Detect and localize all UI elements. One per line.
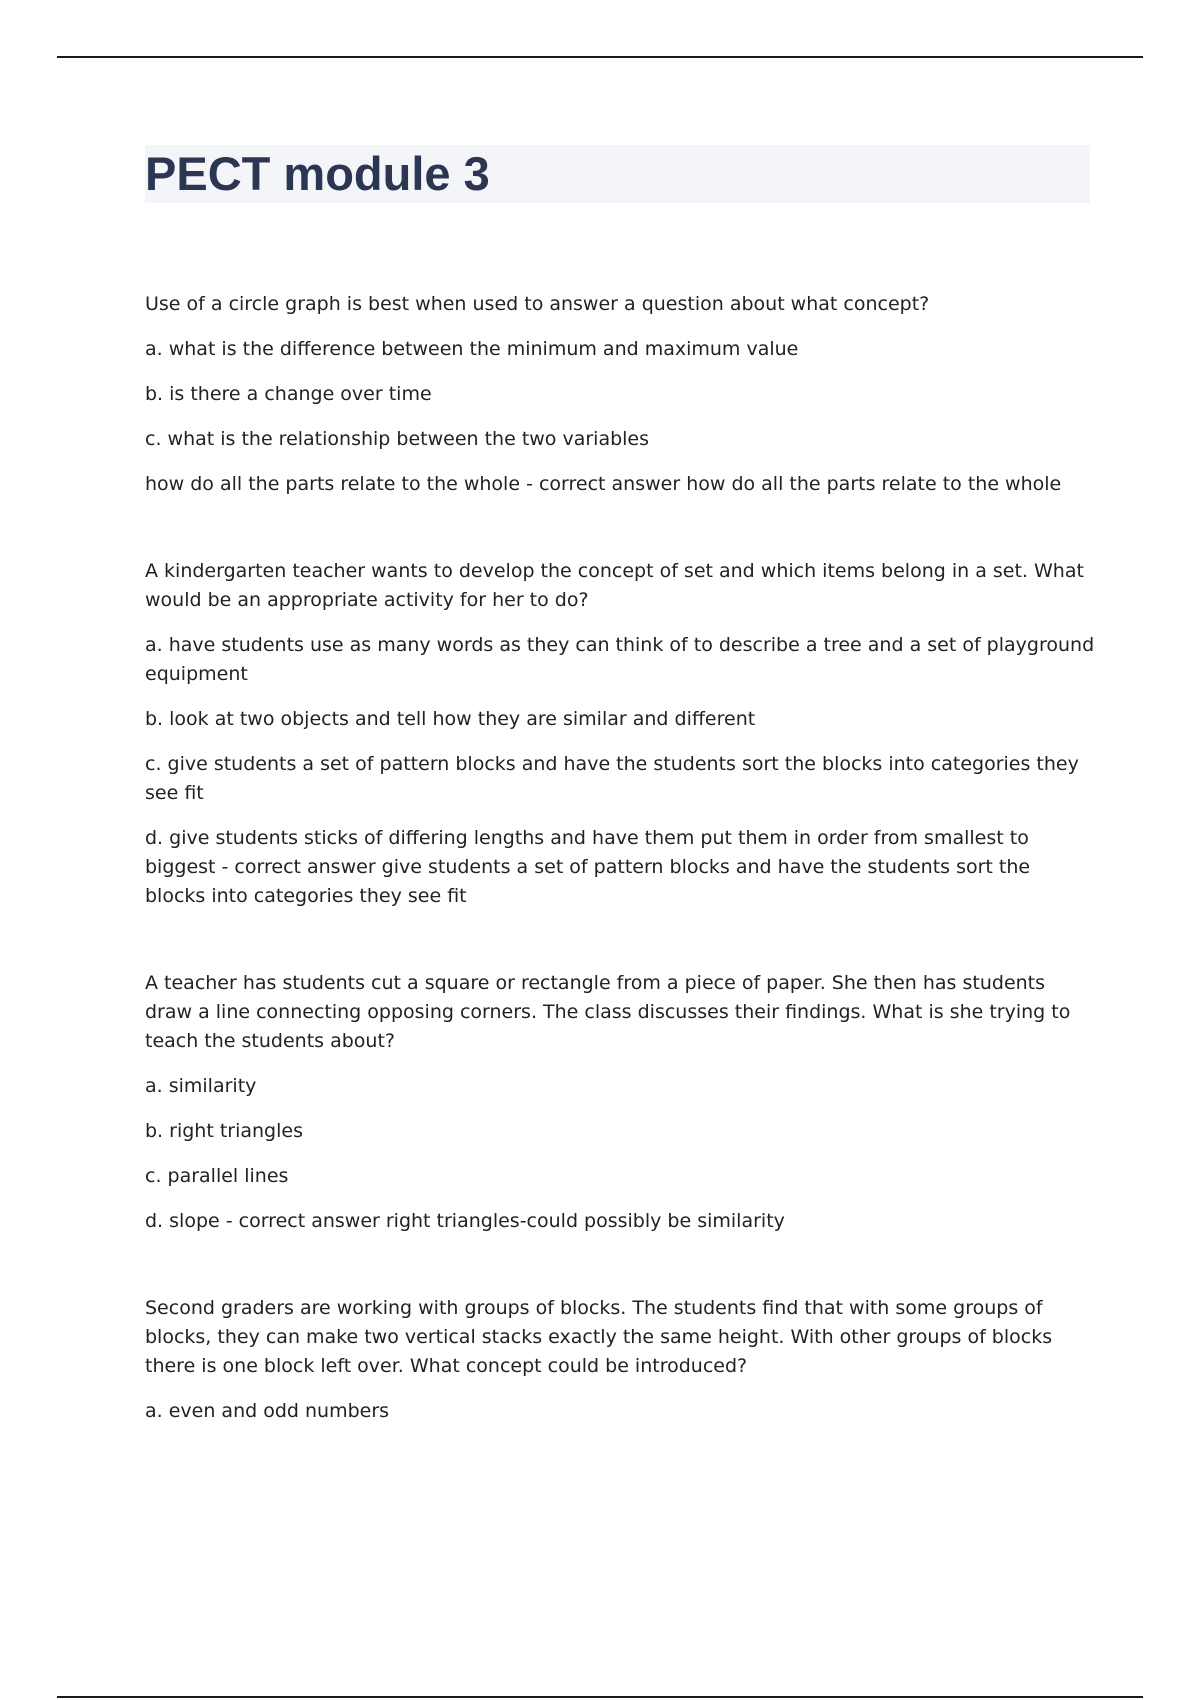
question-block xyxy=(145,290,1095,499)
document-title: PECT module 3 xyxy=(145,147,490,200)
answer-line: a. what is the difference between the minimum and maximum value xyxy=(145,338,799,360)
question-stem: A teacher has students cut a square or rectangle from a piece of paper. She then has students draw a line connecting opposing corners. The class discusses their findings. What is she trying to teach the students about? xyxy=(145,972,1071,1052)
answer-line: c. give students a set of pattern blocks and have the students sort the blocks into categories they see fit xyxy=(145,753,1079,804)
question-block xyxy=(145,557,1095,911)
question-stem: Use of a circle graph is best when used to answer a question about what concept? xyxy=(145,293,930,315)
answer-line: b. right triangles xyxy=(145,1120,303,1142)
top-rule xyxy=(57,56,1143,58)
answer-line: a. similarity xyxy=(145,1075,257,1097)
answer-line: b. look at two objects and tell how they are similar and different xyxy=(145,708,756,730)
answer-line: d. give students sticks of differing lengths and have them put them in order from smallest to biggest - correct answer give students a set of pattern blocks and have the students sort the blocks into categories they see fit xyxy=(145,827,1031,907)
answer-line: d. slope - correct answer right triangles-could possibly be similarity xyxy=(145,1210,785,1232)
answer-line: c. parallel lines xyxy=(145,1165,289,1187)
question-stem: A kindergarten teacher wants to develop the concept of set and which items belong in a set. What would be an appropriate activity for her to do? xyxy=(145,560,1084,611)
question-stem: Second graders are working with groups of blocks. The students find that with some groups of blocks, they can make two vertical stacks exactly the same height. With other groups of blocks there is one block left over. What concept could be introduced? xyxy=(145,1297,1053,1377)
answer-line: a. have students use as many words as they can think of to describe a tree and a set of playground equipment xyxy=(145,634,1095,685)
answer-line: b. is there a change over time xyxy=(145,383,432,405)
question-list xyxy=(145,290,1095,1484)
answer-line: how do all the parts relate to the whole - correct answer how do all the parts relate to the whole xyxy=(145,473,1062,495)
answer-line: a. even and odd numbers xyxy=(145,1400,390,1422)
question-block xyxy=(145,969,1095,1236)
answer-line: c. what is the relationship between the two variables xyxy=(145,428,650,450)
bottom-rule xyxy=(57,1696,1143,1698)
question-block xyxy=(145,1294,1095,1426)
